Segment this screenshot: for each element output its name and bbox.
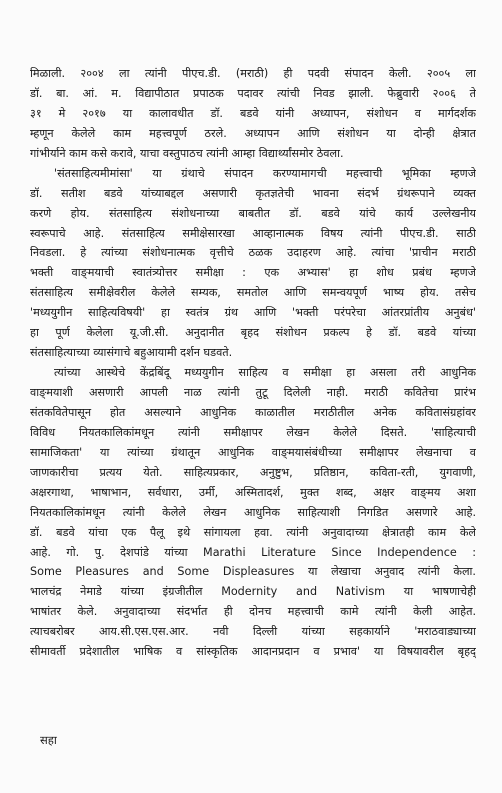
text-line: डॉ. बडवे यांचा एक पैलू इथे सांगायला हवा. त्यांनी अनुवादाच्या क्षेत्रातही काम केले [30,525,476,539]
text-line: Some Pleasures and Some Displeasures या लेखाचा अनुवाद त्यांनी केला. [30,565,476,579]
text-line: डॉ. सतीश बडवे यांच्याबद्दल असणारी कृतज्ञतेची भावना संदर्भ ग्रंथरूपाने व्यक्त [30,186,476,200]
text-line: त्याचबरोबर आय.सी.एस.एस.आर. नवी दिल्ली यांच्या सहकार्याने 'मराठवाड्याच्या [30,625,476,639]
text-line: अक्षरगाथा, भाषाभान, सर्वधारा, उर्मी, अस्मितादर्श, मुक्त शब्द, अक्षर वाङ्‌मय अशा [30,485,476,499]
text-line: भालचंद्र नेमाडे यांच्या इंग्रजीतील Modernity and Nativism या भाषणाचेही [30,585,476,599]
text-line: 'संतसाहित्यमीमांसा' या ग्रंथाचे संपादन करण्यामागची महत्त्वाची भूमिका म्हणजे [54,166,476,180]
text-line: म्हणून केलेले काम महत्त्वपूर्ण ठरले. अध्यापन आणि संशोधन या दोन्ही क्षेत्रात [30,126,476,140]
text-line: भाषांतर केले. अनुवादाच्या संदर्भात ही दोनच महत्त्वाची कामे त्यांनी केली आहेत. [30,605,476,619]
text-line: डॉ. बा. आं. म. विद्यापीठात प्रपाठक पदावर त्यांची निवड झाली. फेब्रुवारी २००६ ते [30,86,476,100]
text-line: विविध नियतकालिकांमधून त्यांनी समीक्षापर लेखन केलेले दिसते. 'साहित्याची [30,425,476,439]
paragraph-3 [30,363,476,662]
text-line: भक्ती वाङ्‌मयाची स्वातंत्र्योत्तर समीक्षा : एक अभ्यास' हा शोध प्रबंध म्हणजे [30,266,476,280]
text-line: निवडला. हे त्यांच्या संशोधनात्मक वृत्तीचे ठळक उदाहरण आहे. त्यांचा 'प्राचीन मराठी [30,246,476,260]
text-line: संतकवितेपासून होत असल्याने आधुनिक काळातील मराठीतील अनेक कवितासंग्रहांवर [30,405,476,419]
text-line: आहे. गो. पु. देशपांडे यांच्या Marathi Literature Since Independence : [30,545,476,559]
paragraph-1 [30,64,476,164]
text-line: सीमावर्ती प्रदेशातील भाषिक व सांस्कृतिक आदानप्रदान व प्रभाव' या विषयावरील बृहद् [30,645,476,659]
text-line: वाङ्‌मयाशी असणारी आपली नाळ त्यांनी तुटू दिलेली नाही. मराठी कवितेचा प्रारंभ [30,386,476,399]
text-line: संतसाहित्य समीक्षेवरील केलेले सम्यक, समतोल आणि समन्वयपूर्ण भाष्य होय. तसेच [30,286,476,300]
text-line: स्वरूपाचे आहे. संतसाहित्य समीक्षेसारखा आव्हानात्मक विषय त्यांनी पीएच.डी. साठी [30,226,476,240]
text-line: 'मध्ययुगीन साहित्यविषयी' हा स्वतंत्र ग्रंथ आणि 'भक्ती परंपरेचा आंतरप्रांतीय अनुबंध' [30,306,476,320]
body-text [30,64,476,662]
text-line: जाणकारीचा प्रत्यय येतो. साहित्यप्रकार, अनुष्टुभ, प्रतिष्ठान, कविता-रती, युगवाणी, [30,465,476,479]
text-line: करणे होय. संतसाहित्य संशोधनाच्या बाबतीत डॉ. बडवे यांचे कार्य उल्लेखनीय [30,206,476,220]
paragraph-2 [30,164,476,363]
text-line: सामाजिकता' या त्यांच्या ग्रंथातून आधुनिक वाङ्‌मयासंबंधीच्या समीक्षापर लेखनाचा व [30,445,476,459]
text-line: संतसाहित्याच्या व्यासंगाचे बहुआयामी दर्शन घडवते. [30,346,233,360]
text-line: त्यांच्या आस्थेचे केंद्रबिंदू मध्ययुगीन साहित्य व समीक्षा हा असला तरी आधुनिक [54,366,476,380]
text-line: ३१ मे २०१७ या कालावधीत डॉ. बडवे यांनी अध्यापन, संशोधन व मार्गदर्शक [30,106,476,120]
text-line: नियतकालिकांमधून त्यांनी केलेले लेखन आधुनिक साहित्याशी निगडित असणारे आहे. [30,505,476,519]
page-number-label: सहा [40,733,57,747]
text-line: हा पूर्ण केलेला यू.जी.सी. अनुदानीत बृहद संशोधन प्रकल्प हे डॉ. बडवे यांच्या [30,326,476,340]
text-line: मिळाली. २००४ ला त्यांनी पीएच.डी. (मराठी) ही पदवी संपादन केली. २००५ ला [30,67,476,80]
text-line: गांभीर्याने काम कसे करावे, याचा वस्तुपाठच त्यांनी आम्हा विद्यार्थ्यांसमोर ठेवला. [30,146,344,160]
